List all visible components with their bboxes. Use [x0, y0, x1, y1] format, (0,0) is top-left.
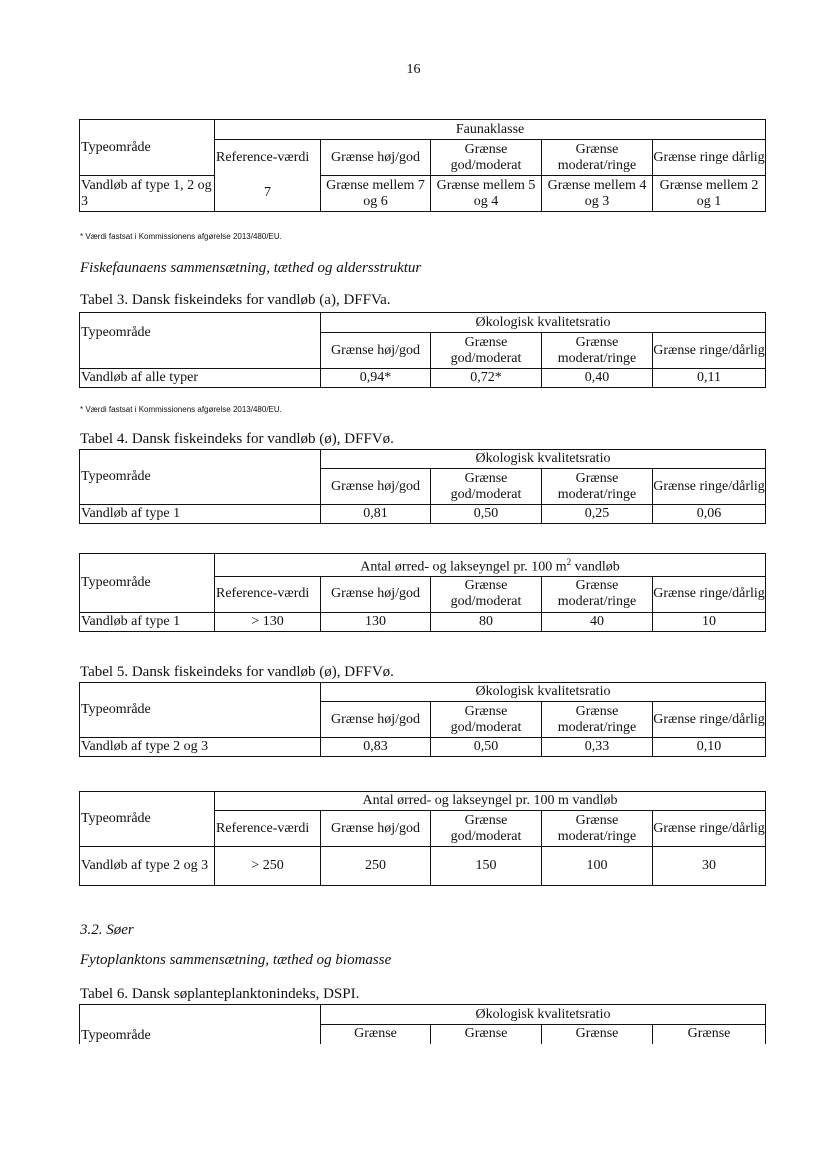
col-grense: Grænse	[542, 1025, 653, 1044]
col-typeomrade: Typeområde	[80, 313, 321, 369]
cell-value: 0,50	[431, 505, 542, 524]
col-ringe-darlig: Grænse ringe dårlig	[653, 140, 766, 176]
header-faunaklasse: Faunaklasse	[215, 120, 766, 140]
col-typeomrade: Typeområde	[80, 450, 321, 505]
header-antal: Antal ørred- og lakseyngel pr. 100 m vandløb	[215, 792, 766, 811]
ref-value: 7	[215, 176, 321, 212]
cell-value: 0,10	[653, 738, 766, 757]
col-ringe-darlig: Grænse ringe/dårlig	[653, 469, 766, 505]
col-moderat-ringe: Grænse moderat/ringe	[542, 702, 653, 738]
cell-value: 30	[653, 847, 766, 886]
table3-caption: Tabel 3. Dansk fiskeindeks for vandløb (a), DFFVa.	[80, 292, 391, 308]
cell-value: 80	[431, 612, 542, 631]
page-number: 16	[406, 62, 421, 77]
cell-value: Grænse mellem 4 og 3	[542, 176, 653, 212]
section-heading-fisk: Fiskefaunaens sammensætning, tæthed og aldersstruktur	[80, 260, 422, 276]
col-god-moderat: Grænse god/moderat	[431, 811, 542, 847]
table5b	[79, 791, 766, 886]
row-label: Vandløb af type 2 og 3	[80, 738, 321, 757]
col-typeomrade: Typeområde	[80, 683, 321, 738]
cell-value: Grænse mellem 5 og 4	[431, 176, 542, 212]
cell-value: 40	[542, 612, 653, 631]
col-typeomrade: Typeområde	[80, 120, 215, 176]
cell-value: 0,11	[653, 369, 766, 388]
cell-value: 0,83	[321, 738, 431, 757]
table5	[79, 682, 766, 757]
col-moderat-ringe: Grænse moderat/ringe	[542, 333, 653, 369]
cell-value: 0,40	[542, 369, 653, 388]
row-label: Vandløb af type 2 og 3	[80, 847, 215, 886]
cell-value: 0,94*	[321, 369, 431, 388]
table4	[79, 449, 766, 524]
footnote: * Værdi fastsat i Kommissionens afgørelse 2013/480/EU.	[80, 405, 282, 414]
header-superscript: 2	[566, 557, 572, 567]
cell-value: 0,33	[542, 738, 653, 757]
header-antal	[215, 554, 766, 577]
cell-value: 10	[653, 612, 766, 631]
cell-value: Grænse mellem 7 og 6	[321, 176, 431, 212]
header-okologisk: Økologisk kvalitetsratio	[321, 313, 766, 333]
cell-value: 0,25	[542, 505, 653, 524]
cell-value: 130	[321, 612, 431, 631]
col-god-moderat: Grænse god/moderat	[431, 702, 542, 738]
col-god-moderat: Grænse god/moderat	[431, 576, 542, 612]
table3	[79, 312, 766, 388]
col-typeomrade: Typeområde	[80, 1005, 321, 1044]
col-ringe-darlig: Grænse ringe/dårlig	[653, 702, 766, 738]
header-okologisk: Økologisk kvalitetsratio	[321, 683, 766, 702]
col-typeomrade: Typeområde	[80, 554, 215, 613]
col-hoj-god: Grænse høj/god	[321, 576, 431, 612]
cell-value: 0,72*	[431, 369, 542, 388]
row-label: Vandløb af type 1	[80, 612, 215, 631]
col-ringe-darlig: Grænse ringe/dårlig	[653, 576, 766, 612]
col-reference: Reference-værdi	[215, 811, 321, 847]
cell-value: 150	[431, 847, 542, 886]
cell-value: Grænse mellem 2 og 1	[653, 176, 766, 212]
col-reference: Reference-værdi	[215, 576, 321, 612]
table4b	[79, 553, 766, 632]
header-text: Antal ørred- og lakseyngel pr. 100 m	[360, 559, 567, 575]
col-moderat-ringe: Grænse moderat/ringe	[542, 576, 653, 612]
col-hoj-god: Grænse høj/god	[321, 140, 431, 176]
table5-caption: Tabel 5. Dansk fiskeindeks for vandløb (ø), DFFVø.	[80, 664, 394, 680]
col-grense: Grænse	[321, 1025, 431, 1044]
row-label: Vandløb af type 1, 2 og 3	[80, 176, 215, 212]
header-okologisk: Økologisk kvalitetsratio	[321, 1005, 766, 1025]
col-god-moderat: Grænse god/moderat	[431, 469, 542, 505]
table6	[79, 1004, 766, 1044]
ref-value: > 130	[215, 612, 321, 631]
col-grense: Grænse	[431, 1025, 542, 1044]
col-grense: Grænse	[653, 1025, 766, 1044]
table-faunaklasse	[79, 119, 766, 212]
col-hoj-god: Grænse høj/god	[321, 811, 431, 847]
footnote: * Værdi fastsat i Kommissionens afgørelse 2013/480/EU.	[80, 232, 282, 241]
col-moderat-ringe: Grænse moderat/ringe	[542, 811, 653, 847]
cell-value: 250	[321, 847, 431, 886]
col-god-moderat: Grænse god/moderat	[431, 333, 542, 369]
col-reference: Reference-værdi	[215, 140, 321, 176]
table6-caption: Tabel 6. Dansk søplanteplanktonindeks, DSPI.	[80, 986, 360, 1002]
table4-caption: Tabel 4. Dansk fiskeindeks for vandløb (ø), DFFVø.	[80, 431, 394, 447]
col-moderat-ringe: Grænse moderat/ringe	[542, 140, 653, 176]
section-heading-fyto: Fytoplanktons sammensætning, tæthed og biomasse	[80, 952, 392, 968]
section-heading-soer: 3.2. Søer	[80, 922, 134, 938]
cell-value: 100	[542, 847, 653, 886]
cell-value: 0,81	[321, 505, 431, 524]
cell-value: 0,50	[431, 738, 542, 757]
col-moderat-ringe: Grænse moderat/ringe	[542, 469, 653, 505]
col-ringe-darlig: Grænse ringe/dårlig	[653, 333, 766, 369]
row-label: Vandløb af type 1	[80, 505, 321, 524]
header-okologisk: Økologisk kvalitetsratio	[321, 450, 766, 469]
row-label: Vandløb af alle typer	[80, 369, 321, 388]
col-god-moderat: Grænse god/moderat	[431, 140, 542, 176]
header-text-tail: vandløb	[571, 559, 620, 575]
col-hoj-god: Grænse høj/god	[321, 333, 431, 369]
col-hoj-god: Grænse høj/god	[321, 702, 431, 738]
col-hoj-god: Grænse høj/god	[321, 469, 431, 505]
ref-value: > 250	[215, 847, 321, 886]
col-ringe-darlig: Grænse ringe/dårlig	[653, 811, 766, 847]
cell-value: 0,06	[653, 505, 766, 524]
col-typeomrade: Typeområde	[80, 792, 215, 847]
